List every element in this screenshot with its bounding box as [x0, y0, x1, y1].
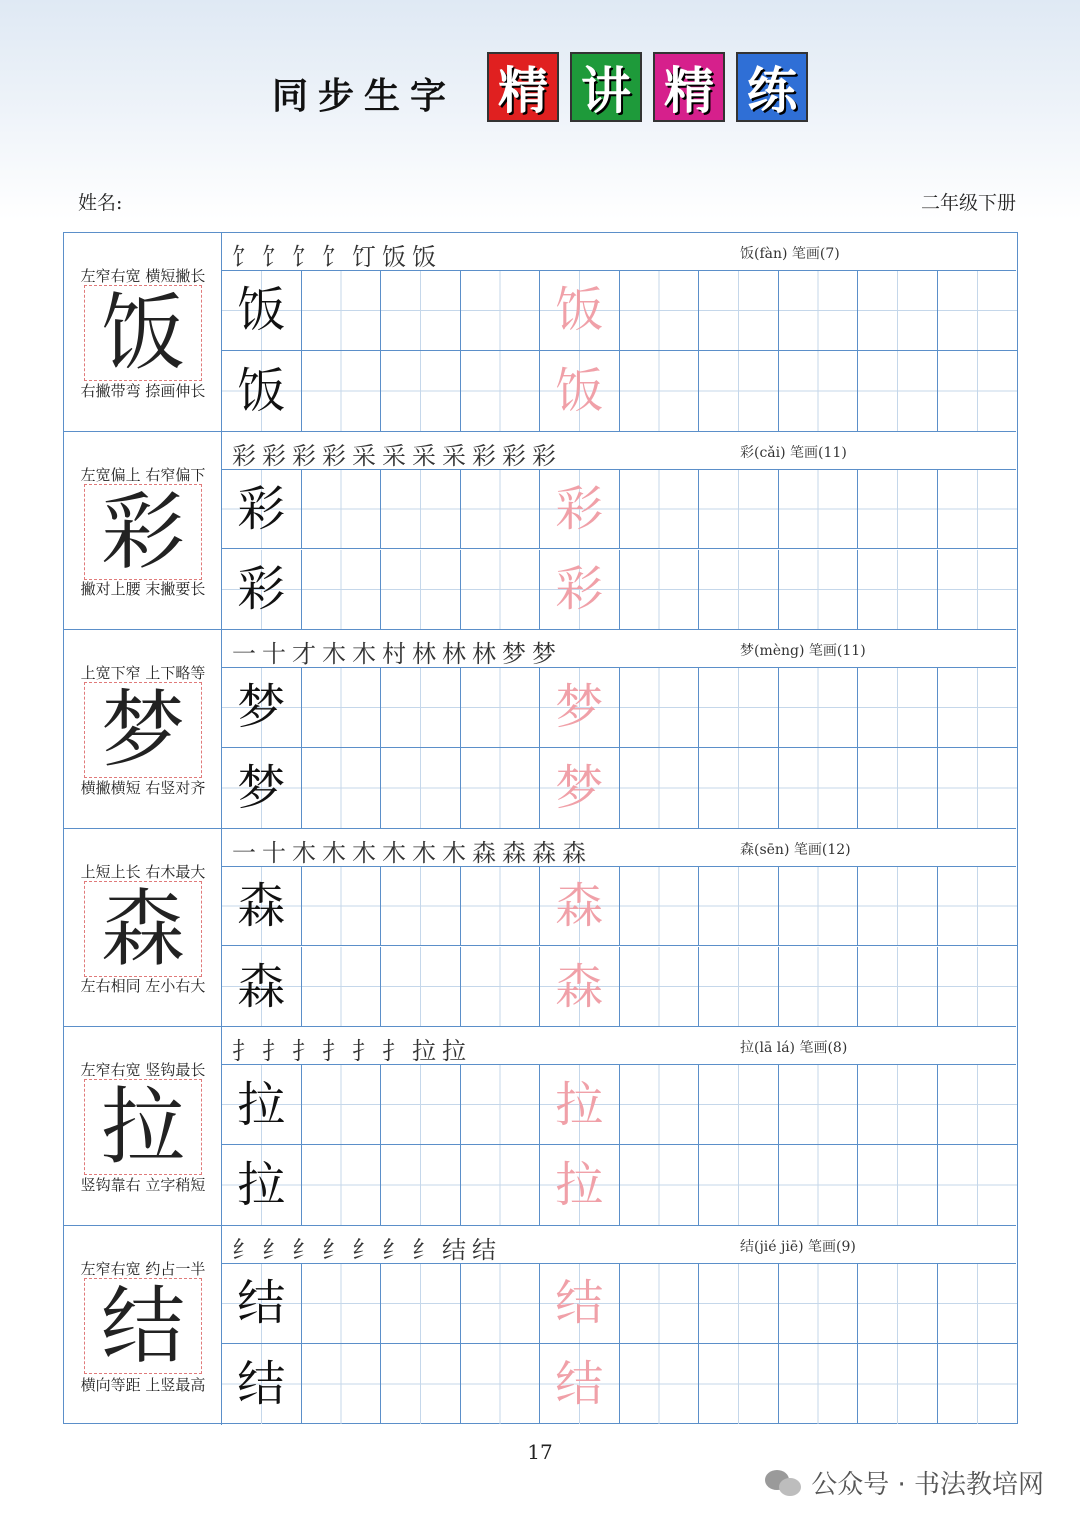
- practice-cell[interactable]: [938, 1145, 1018, 1225]
- practice-cell[interactable]: [381, 947, 461, 1027]
- practice-cell[interactable]: [381, 351, 461, 431]
- practice-cell[interactable]: [381, 470, 461, 550]
- practice-cell[interactable]: [381, 1145, 461, 1225]
- character-row: [64, 1226, 1016, 1425]
- trace-cell: 饭: [540, 271, 620, 351]
- practice-cell[interactable]: [858, 1145, 938, 1225]
- practice-cell[interactable]: [779, 470, 859, 550]
- practice-cell[interactable]: [620, 1145, 700, 1225]
- writing-tip-top: 上短上长 右木最大: [80, 862, 206, 881]
- practice-cell[interactable]: [302, 668, 382, 748]
- practice-cell[interactable]: [302, 947, 382, 1027]
- stroke-sequence: 纟纟纟纟纟纟纟结结: [232, 1236, 502, 1264]
- model-cell: 饭: [222, 351, 302, 431]
- stroke-order-bar: [222, 1027, 1016, 1065]
- practice-grid-row: [222, 1065, 1017, 1145]
- practice-cell[interactable]: [620, 470, 700, 550]
- grade-label: 二年级下册: [920, 192, 1016, 214]
- model-cell: 结: [222, 1344, 302, 1424]
- practice-cell[interactable]: [699, 1065, 779, 1145]
- practice-cell[interactable]: [699, 1145, 779, 1225]
- trace-cell: 拉: [540, 1145, 620, 1225]
- practice-grid-row: [222, 470, 1017, 550]
- practice-cell[interactable]: [381, 1065, 461, 1145]
- practice-cell[interactable]: [858, 271, 938, 351]
- practice-grid-row: [222, 550, 1017, 630]
- practice-cell[interactable]: [620, 947, 700, 1027]
- practice-cell[interactable]: [699, 271, 779, 351]
- page-number: 17: [527, 1440, 553, 1464]
- practice-cell[interactable]: [381, 1264, 461, 1344]
- practice-grid-row: [222, 748, 1017, 828]
- practice-cell[interactable]: [779, 668, 859, 748]
- trace-cell: 彩: [540, 470, 620, 550]
- practice-cell[interactable]: [779, 748, 859, 828]
- character-row: [64, 829, 1016, 1028]
- practice-area: [222, 1027, 1016, 1225]
- practice-cell[interactable]: [858, 867, 938, 947]
- practice-cell[interactable]: [381, 748, 461, 828]
- stroke-order-bar: [222, 233, 1016, 271]
- model-cell: 梦: [222, 748, 302, 828]
- model-cell: 饭: [222, 271, 302, 351]
- character-guide: [64, 1027, 222, 1225]
- practice-cell[interactable]: [858, 748, 938, 828]
- practice-cell[interactable]: [858, 550, 938, 630]
- character-guide: [64, 1226, 222, 1425]
- trace-cell: 梦: [540, 668, 620, 748]
- writing-tip-top: 左宽偏上 右窄偏下: [80, 465, 206, 484]
- practice-cell[interactable]: [858, 1264, 938, 1344]
- trace-cell: 拉: [540, 1065, 620, 1145]
- practice-cell[interactable]: [461, 470, 541, 550]
- practice-cell[interactable]: [699, 1264, 779, 1344]
- practice-cell[interactable]: [779, 1145, 859, 1225]
- stroke-sequence: 扌扌扌扌扌扌拉拉: [232, 1037, 472, 1066]
- practice-grid-row: [222, 271, 1017, 351]
- practice-cell[interactable]: [858, 947, 938, 1027]
- practice-cell[interactable]: [620, 668, 700, 748]
- practice-cell[interactable]: [938, 668, 1018, 748]
- practice-cell[interactable]: [461, 867, 541, 947]
- model-cell: 拉: [222, 1065, 302, 1145]
- practice-cell[interactable]: [302, 867, 382, 947]
- practice-cell[interactable]: [938, 470, 1018, 550]
- practice-cell[interactable]: [699, 867, 779, 947]
- practice-cell[interactable]: [461, 668, 541, 748]
- practice-cell[interactable]: [302, 271, 382, 351]
- trace-cell: 彩: [540, 550, 620, 630]
- practice-cell[interactable]: [381, 271, 461, 351]
- practice-cell[interactable]: [620, 1065, 700, 1145]
- practice-cell[interactable]: [302, 1344, 382, 1424]
- practice-area: [222, 1226, 1016, 1425]
- character-info: 彩(cǎi) 笔画(11): [740, 444, 847, 461]
- practice-cell[interactable]: [779, 1264, 859, 1344]
- practice-cell[interactable]: [461, 1344, 541, 1424]
- practice-cell[interactable]: [461, 1264, 541, 1344]
- character-guide: [64, 233, 222, 431]
- writing-tip-top: 上宽下窄 上下略等: [80, 664, 206, 683]
- character-info: 森(sēn) 笔画(12): [740, 841, 851, 858]
- stroke-order-bar: [222, 432, 1016, 470]
- stroke-order-bar: [222, 1226, 1016, 1264]
- practice-cell[interactable]: [302, 1264, 382, 1344]
- character-info: 饭(fàn) 笔画(7): [740, 246, 840, 262]
- wechat-icon: [765, 1468, 803, 1498]
- character-info: 梦(mèng) 笔画(11): [740, 643, 866, 660]
- writing-tip-top: 左窄右宽 竖钩最长: [80, 1061, 206, 1080]
- practice-cell[interactable]: [699, 947, 779, 1027]
- large-character: 结: [84, 1278, 202, 1374]
- practice-cell[interactable]: [938, 947, 1018, 1027]
- practice-cell[interactable]: [620, 351, 700, 431]
- stroke-sequence: 彩彩彩彩采采采采彩彩彩: [232, 441, 562, 470]
- practice-cell[interactable]: [699, 351, 779, 431]
- character-guide: [64, 432, 222, 630]
- practice-cell[interactable]: [302, 1065, 382, 1145]
- practice-grid-row: [222, 1145, 1017, 1225]
- practice-cell[interactable]: [938, 1344, 1018, 1424]
- practice-grid-row: [222, 1264, 1017, 1344]
- practice-cell[interactable]: [779, 351, 859, 431]
- practice-cell[interactable]: [620, 867, 700, 947]
- practice-cell[interactable]: [620, 550, 700, 630]
- writing-tip-top: 左窄右宽 横短撇长: [80, 267, 206, 285]
- practice-cell[interactable]: [938, 1065, 1018, 1145]
- stroke-sequence: 一十木木木木木木森森森森: [232, 838, 592, 867]
- practice-area: [222, 829, 1016, 1027]
- practice-grid-row: [222, 668, 1017, 748]
- writing-tip-bottom: 横向等距 上竖最高: [80, 1375, 206, 1394]
- trace-cell: 结: [540, 1264, 620, 1344]
- large-character: 拉: [84, 1079, 202, 1175]
- practice-cell[interactable]: [779, 947, 859, 1027]
- practice-cell[interactable]: [699, 470, 779, 550]
- footer-watermark: [765, 1464, 1044, 1501]
- practice-cell[interactable]: [381, 1344, 461, 1424]
- practice-cell[interactable]: [381, 867, 461, 947]
- practice-cell[interactable]: [461, 1065, 541, 1145]
- practice-grid-row: [222, 351, 1017, 431]
- large-character: 彩: [84, 484, 202, 580]
- practice-cell[interactable]: [461, 271, 541, 351]
- practice-area: [222, 630, 1016, 828]
- practice-cell[interactable]: [381, 668, 461, 748]
- large-character: 饭: [84, 285, 202, 381]
- practice-area: [222, 233, 1016, 431]
- practice-cell[interactable]: [461, 550, 541, 630]
- practice-cell[interactable]: [461, 947, 541, 1027]
- practice-cell[interactable]: [858, 1065, 938, 1145]
- large-character: 梦: [84, 682, 202, 778]
- practice-grid-row: [222, 1344, 1017, 1424]
- title-badge: 精: [487, 52, 559, 122]
- practice-grid-row: [222, 947, 1017, 1027]
- practice-cell[interactable]: [779, 271, 859, 351]
- practice-cell[interactable]: [938, 351, 1018, 431]
- practice-cell[interactable]: [779, 550, 859, 630]
- practice-cell[interactable]: [461, 748, 541, 828]
- practice-cell[interactable]: [699, 748, 779, 828]
- footer-text: 公众号 · 书法教培网: [811, 1470, 1044, 1500]
- trace-cell: 森: [540, 867, 620, 947]
- stroke-order-bar: [222, 630, 1016, 668]
- practice-area: [222, 432, 1016, 630]
- practice-cell[interactable]: [302, 351, 382, 431]
- stroke-sequence: 一十才木木村林林林梦梦: [232, 640, 562, 669]
- character-row: [64, 432, 1016, 631]
- model-cell: 梦: [222, 668, 302, 748]
- name-label: 姓名:: [78, 192, 123, 214]
- title-badge: 精: [653, 52, 725, 122]
- practice-cell[interactable]: [938, 867, 1018, 947]
- practice-cell[interactable]: [461, 351, 541, 431]
- writing-tip-bottom: 撇对上腰 末撇要长: [80, 580, 206, 599]
- practice-grid-row: [222, 867, 1017, 947]
- trace-cell: 梦: [540, 748, 620, 828]
- practice-sheet: [63, 232, 1018, 1424]
- practice-cell[interactable]: [779, 1065, 859, 1145]
- writing-tip-bottom: 右撇带弯 捺画伸长: [80, 381, 206, 400]
- writing-tip-bottom: 竖钩靠右 立字稍短: [80, 1175, 206, 1194]
- large-character: 森: [84, 881, 202, 977]
- practice-cell[interactable]: [620, 1344, 700, 1424]
- practice-cell[interactable]: [858, 351, 938, 431]
- practice-cell[interactable]: [699, 668, 779, 748]
- practice-cell[interactable]: [381, 550, 461, 630]
- practice-cell[interactable]: [620, 271, 700, 351]
- practice-cell[interactable]: [699, 1344, 779, 1424]
- model-cell: 森: [222, 947, 302, 1027]
- writing-tip-top: 左窄右宽 约占一半: [80, 1260, 206, 1278]
- character-row: [64, 233, 1016, 432]
- model-cell: 彩: [222, 550, 302, 630]
- character-guide: [64, 829, 222, 1027]
- practice-cell[interactable]: [302, 550, 382, 630]
- character-info: 拉(lā lá) 笔画(8): [740, 1040, 848, 1057]
- model-cell: 结: [222, 1264, 302, 1344]
- writing-tip-bottom: 左右相同 左小右大: [80, 977, 206, 996]
- stroke-order-bar: [222, 829, 1016, 867]
- character-row: [64, 1027, 1016, 1226]
- model-cell: 彩: [222, 470, 302, 550]
- character-info: 结(jié jiē) 笔画(9): [740, 1239, 856, 1255]
- stroke-sequence: 饣饣饣饣饤饭饭: [232, 243, 442, 271]
- practice-cell[interactable]: [699, 550, 779, 630]
- practice-cell[interactable]: [779, 1344, 859, 1424]
- practice-cell[interactable]: [938, 550, 1018, 630]
- practice-cell[interactable]: [858, 1344, 938, 1424]
- practice-cell[interactable]: [461, 1145, 541, 1225]
- writing-tip-bottom: 横撇横短 右竖对齐: [80, 778, 206, 797]
- practice-cell[interactable]: [858, 668, 938, 748]
- practice-cell[interactable]: [858, 470, 938, 550]
- practice-cell[interactable]: [620, 748, 700, 828]
- practice-cell[interactable]: [779, 867, 859, 947]
- practice-cell[interactable]: [302, 1145, 382, 1225]
- model-cell: 森: [222, 867, 302, 947]
- practice-cell[interactable]: [620, 1264, 700, 1344]
- practice-cell[interactable]: [938, 748, 1018, 828]
- model-cell: 拉: [222, 1145, 302, 1225]
- title-badge: 讲: [570, 52, 642, 122]
- trace-cell: 饭: [540, 351, 620, 431]
- practice-cell[interactable]: [938, 1264, 1018, 1344]
- trace-cell: 结: [540, 1344, 620, 1424]
- character-guide: [64, 630, 222, 828]
- badge-group: [487, 52, 808, 122]
- character-row: [64, 630, 1016, 829]
- practice-cell[interactable]: [302, 470, 382, 550]
- practice-cell[interactable]: [938, 271, 1018, 351]
- practice-cell[interactable]: [302, 748, 382, 828]
- title-badge: 练: [736, 52, 808, 122]
- trace-cell: 森: [540, 947, 620, 1027]
- page-title: 同步生字: [272, 76, 457, 117]
